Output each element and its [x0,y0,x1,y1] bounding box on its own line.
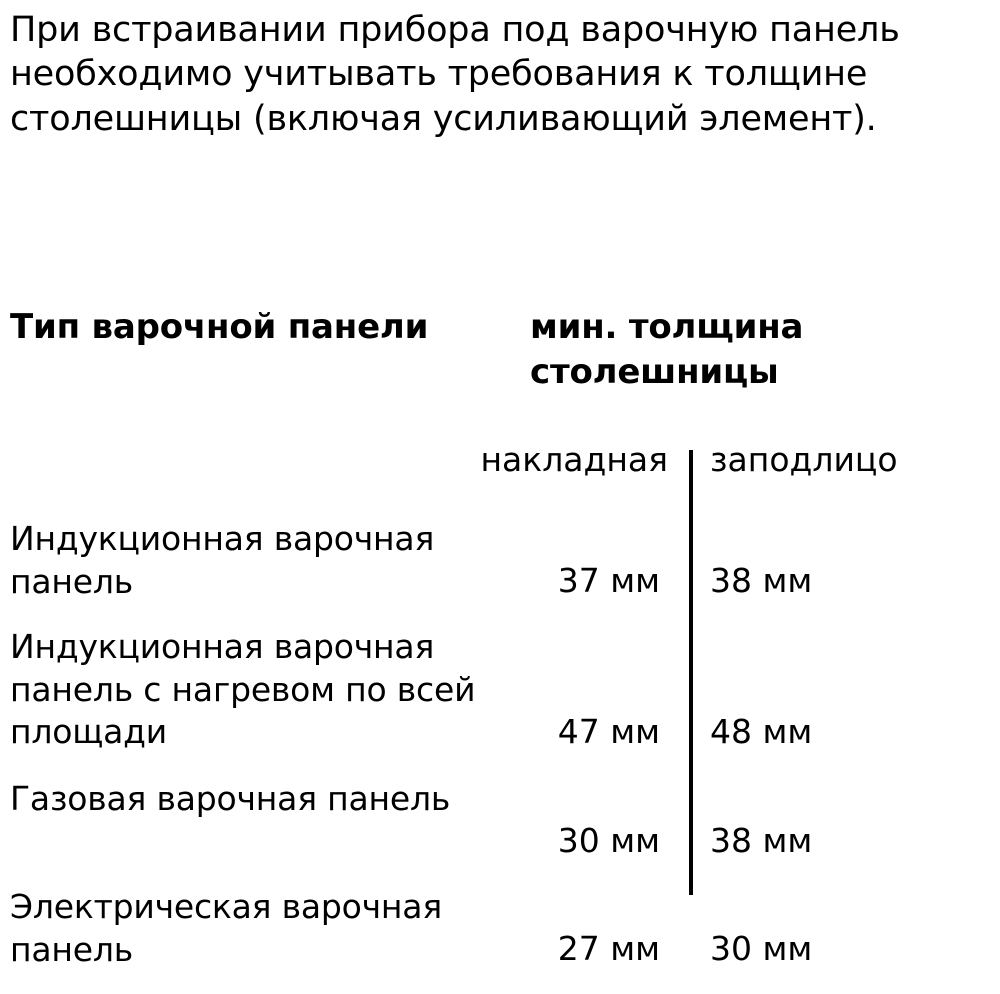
row-value-flush: 48 мм [710,712,813,751]
table-header-right: мин. толщина столешницы [530,307,804,392]
row-label: Газовая варочная панель [10,779,451,818]
row-value-overlay: 27 мм [557,929,660,968]
row-label: Индукционная варочная панель с нагревом по всей площади [10,627,476,752]
hob-thickness-table [10,305,985,994]
row-value-flush: 38 мм [710,821,813,860]
row-value-flush: 30 мм [710,929,813,968]
table-row [10,778,985,886]
intro-paragraph: При встраивании прибора под варочную панель необходимо учитывать требования к толщине столешницы (включая усиливающий элемент). [10,10,900,139]
table-header-left: Тип варочной панели [10,307,429,347]
table-subheader-row [10,440,985,518]
row-value-overlay: 30 мм [557,821,660,860]
subheader-overlay: накладная [480,440,668,479]
table-row [10,626,985,778]
row-value-overlay: 47 мм [557,712,660,751]
subheader-flush: заподлицо [710,440,898,479]
row-label: Электрическая варочная панель [10,887,442,969]
row-value-overlay: 37 мм [557,561,660,600]
table-row [10,886,985,994]
row-label: Индукционная варочная панель [10,519,435,601]
row-value-flush: 38 мм [710,561,813,600]
table-row [10,518,985,626]
table-header-row [10,305,985,440]
